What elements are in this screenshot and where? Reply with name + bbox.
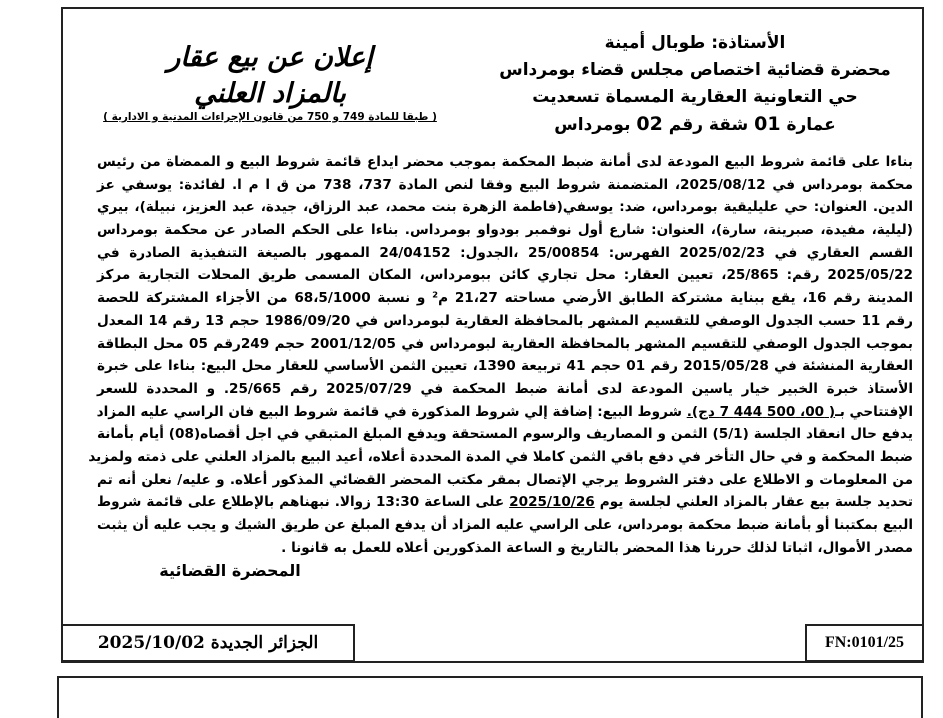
body-line-price: [97, 401, 913, 424]
publication-box: الجزائر الجديدة 2025/10/02: [61, 624, 355, 662]
body-line: الدين. العنوان: حي عليليقية بومرداس، ضد: يوسفي(فاطمة الزهرة بنت محمد، عبد الرزاق، جيدة، عبد العزيز، نبيلة)، بيري: [97, 199, 913, 216]
notice-body: [88, 151, 913, 559]
bailiff-header: [455, 30, 935, 139]
address-part: بومرداس: [554, 115, 637, 135]
price-suffix: شروط البيع: إضافة إلي شروط المذكورة في قائمة شروط البيع فان الراسي عليه المزاد: [96, 403, 687, 420]
notice-title-line-1: إعلان عن بيع عقار: [167, 42, 373, 73]
body-line: (ليلية، مفيدة، صبرينة، سارة)، العنوان: شارع أول نوفمبر بودواو بومرداس. بناءا على الحكم الصادر عن محكمة بومرداس: [97, 222, 913, 239]
body-line: بناءا على قائمة شروط البيع المودعة لدى أمانة ضبط المحكمة بموجب محضر ايداع قائمة شروط البيع و الممضاة من رئيس: [97, 154, 913, 170]
file-number-box: FN:0101/25: [805, 624, 924, 662]
body-line: يدفع حال انعقاد الجلسة (5/1) الثمن و المصاريف والرسوم المستحقة ويدفع المبلغ المتبقي في اجل أقصاه(08) أيام بأمانة: [97, 426, 913, 443]
body-line: 2025/05/22 رقم: 25/865، تعيين العقار: محل تجاري كائن ببومرداس، المكان المسمى طريق المحلات التجارية مركز: [97, 267, 913, 284]
session-date: 2025/10/26: [509, 494, 595, 511]
body-line: رقم 11 حسب الجدول الوصفي للتقسيم المشهر بالمحافظة العقارية لبومرداس في 1986/09/20 حجم 13 رقم 14 المعدل: [97, 312, 913, 329]
price-prefix: الإفتتاحي بـ: [835, 403, 913, 420]
bailiff-office: محضرة قضائية اختصاص مجلس قضاء بومرداس: [499, 60, 891, 80]
session-suffix: على الساعة 13:30 زوالا. نبهناهم بالإطلاع على قائمة شروط: [97, 494, 510, 511]
building-number: 01: [754, 113, 781, 135]
body-line: العقارية المنشئة في 2015/05/28 رقم 01 حجم 41 تربيعة 1390، تعيين الثمن الأساسي للعقار محل البيع: بناءا على خبرة: [97, 358, 913, 375]
body-line: من المعلومات و الاطلاع على دفتر الشروط يرجي الإتصال بمقر مكتب المحضر القضائي المذكور أعلاه. و عليه/ نعلن أنه تم: [97, 471, 913, 488]
body-line-session: [97, 491, 913, 514]
body-line: المدينة رقم 16، يقع ببناية مشتركة الطابق الأرضي مساحته 21،27 م² و نسبة 68،5/1000 من الأجزاء المشتركة للحصة: [97, 290, 913, 307]
next-notice-frame: [57, 676, 923, 718]
address-part: شقة رقم: [662, 115, 755, 135]
apartment-number: 02: [636, 113, 663, 135]
body-line: ضبط المحكمة و في حال التأخر في دفع باقي الثمن كاملا في المدة المحددة أعلاه، أعيد البيع بالمزاد العلني على ذمته ولمزيد: [88, 448, 913, 465]
body-line: القسم العقاري في 2025/02/23 الفهرس: 25/00854 ،الجدول: 24/04152 الممهور بالصيغة التنفيذية الصادرة في: [97, 244, 913, 261]
body-line: البيع بمكتبنا أو بأمانة ضبط محكمة بومرداس، على الراسي عليه المزاد أن يدفع المبلغ عن طريق الشيك و يجب عليه أن يثبت: [97, 517, 913, 533]
body-line: بموجب الجدول الوصفي للتقسيم المشهر بالمحافظة العقارية لبومرداس في 2001/12/05 حجم 249رقم 05 محل البطاقة: [97, 335, 913, 352]
signature: المحضرة القضائية: [159, 561, 301, 580]
body-line: محكمة بومرداس في 2025/08/12، المتضمنة شروط البيع وفقا لنص المادة 737، 738 من ق ا م ا. لفائدة: يوسفي عز: [97, 176, 913, 193]
bailiff-address-2: [455, 111, 935, 139]
bailiff-address-1: حي التعاونية العقارية المسماة تسعديت: [532, 87, 858, 107]
session-prefix: تحديد جلسة بيع عقار بالمزاد العلني لجلسة يوم: [594, 494, 913, 511]
address-part: عمارة: [780, 115, 836, 135]
notice-title-line-2: بالمزاد العلني: [194, 78, 346, 109]
body-line: مصدر الأموال، اثباتا لذلك حررنا هذا المحضر بالتاريخ و الساعة المذكورين أعلاه للعمل به قانونا .: [281, 539, 913, 556]
opening-price: ( 00، 500 444 7 دج).: [686, 403, 836, 420]
bailiff-name: الأستاذة: طوبال أمينة: [604, 33, 786, 53]
notice-title-block: [60, 40, 480, 123]
body-line: الأستاذ خبرة الخبير خيار ياسين المودعة لدى أمانة ضبط المحكمة في 2025/07/29 رقم 25/665. و المحددة للسعر: [97, 380, 913, 397]
legal-basis: ( طبقا للمادة 749 و 750 من قانون الإجراءات المدنية و الادارية ): [103, 111, 437, 123]
